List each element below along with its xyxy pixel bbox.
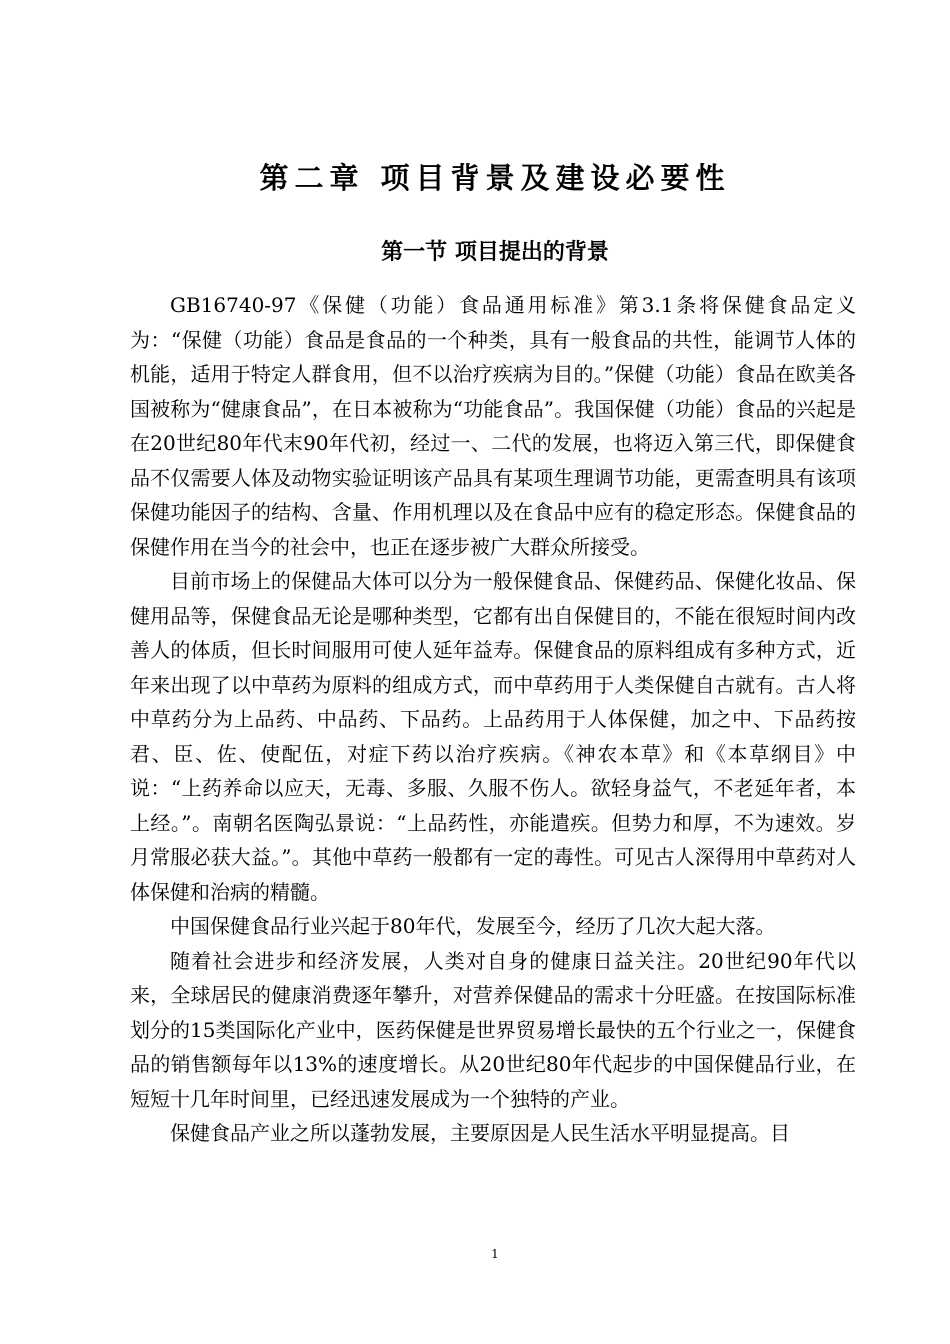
paragraph-3: 中国保健食品行业兴起于80年代，发展至今，经历了几次大起大落。	[170, 914, 776, 938]
paragraph-2: 目前市场上的保健品大体可以分为一般保健食品、保健药品、保健化妆品、保健用品等，保健食品无论是哪种类型，它都有出自保健目的，不能在很短时间内改善人的体质，但长时间服用可使人延年益寿。保健食品的原料组成有多种方式，近年来出现了以中草药为原料的组成方式，而中草药用于人类保健自古就有。古人将中草药分为上品药、中品药、下品药。上品药用于人体保健，加之中、下品药按君、臣、佐、使配伍，对症下药以治疗疾病。《神农本草》和《本草纲目》中说：“上药养命以应天，无毒、多服、久服不伤人。欲轻身益气，不老延年者，本上经。”。南朝名医陶弘景说：“上品药性，亦能遣疾。但势力和厚，不为速效。岁月常服必获大益。”。其他中草药一般都有一定的毒性。可见古人深得用中草药对人体保健和治病的精髓。	[130, 569, 856, 904]
section-title: 第一节 项目提出的背景	[381, 240, 609, 265]
page-number: 1	[491, 1247, 499, 1261]
body-text	[130, 288, 856, 1151]
paragraph-5: 保健食品产业之所以蓬勃发展，主要原因是人民生活水平明显提高。目	[170, 1121, 790, 1145]
paragraph-4: 随着社会进步和经济发展，人类对自身的健康日益关注。20世纪90年代以来，全球居民的健康消费逐年攀升，对营养保健品的需求十分旺盛。在按国际标准划分的15类国际化产业中，医药保健是世界贸易增长最快的五个行业之一，保健食品的销售额每年以13%的速度增长。从20世纪80年代起步的中国保健品行业，在短短十几年时间里，已经迅速发展成为一个独特的产业。	[130, 948, 856, 1111]
paragraph-1: GB16740-97《保健（功能）食品通用标准》第3.1条将保健食品定义为：“保健（功能）食品是食品的一个种类，具有一般食品的共性，能调节人体的机能，适用于特定人群食用，但不以治疗疾病为目的。”保健（功能）食品在欧美各国被称为“健康食品”，在日本被称为“功能食品”。我国保健（功能）食品的兴起是在20世纪80年代末90年代初，经过一、二代的发展，也将迈入第三代，即保健食品不仅需要人体及动物实验证明该产品具有某项生理调节功能，更需查明具有该项保健功能因子的结构、含量、作用机理以及在食品中应有的稳定形态。保健食品的保健作用在当今的社会中，也正在逐步被广大群众所接受。	[130, 293, 856, 559]
chapter-title: 第二章 项目背景及建设必要性	[259, 161, 731, 195]
